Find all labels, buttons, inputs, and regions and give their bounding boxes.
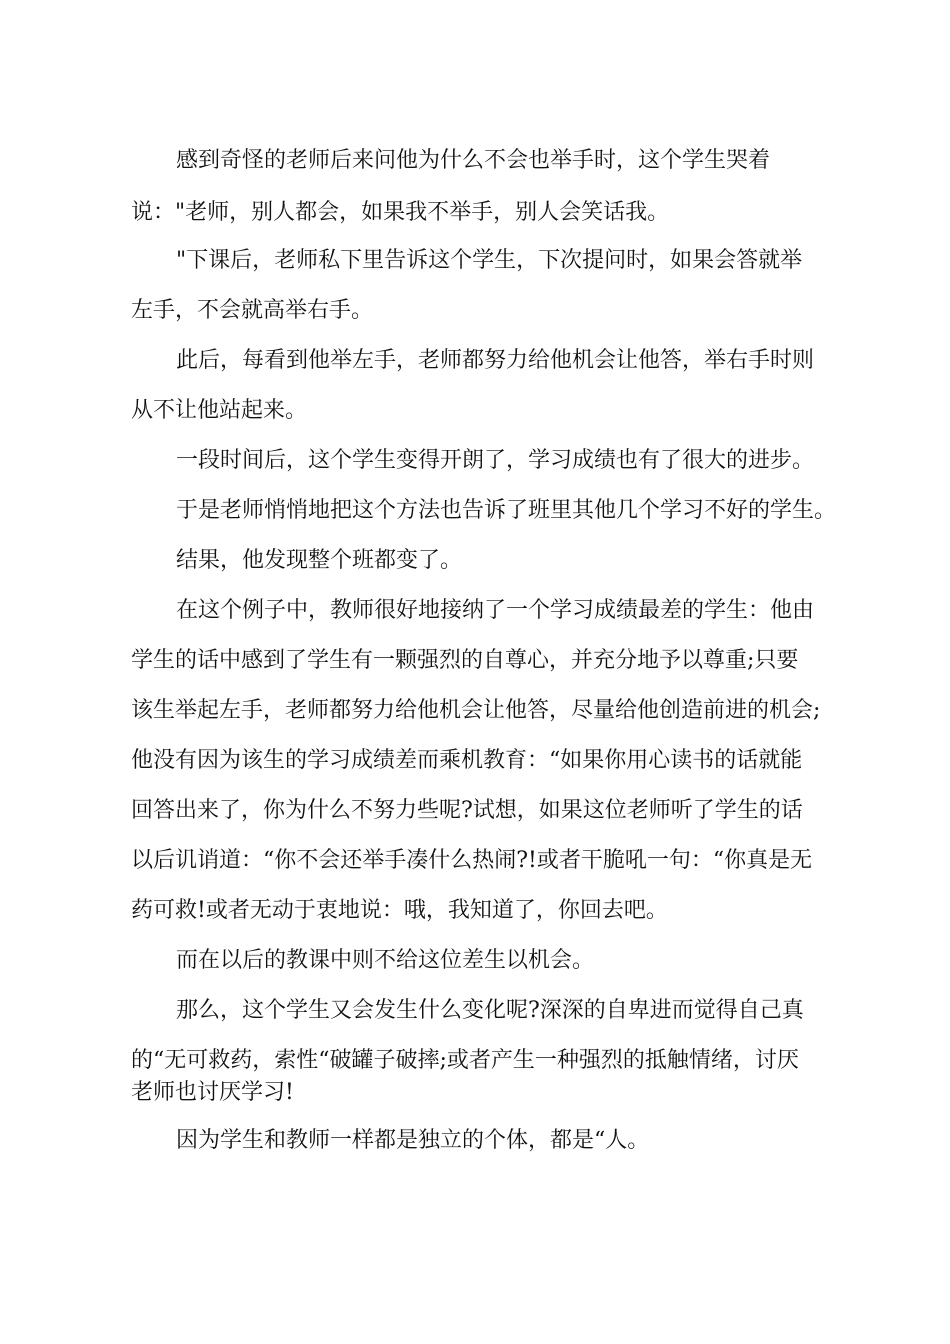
text-line: 该生举起左手，老师都努力给他机会让他答，尽量给他创造前进的机会; — [131, 698, 821, 723]
text-line: 感到奇怪的老师后来问他为什么不会也举手时，这个学生哭着 — [176, 148, 771, 173]
text-line: 左手，不会就高举右手。 — [131, 298, 374, 323]
text-line: 学生的话中感到了学生有一颗强烈的自尊心，并充分地予以尊重;只要 — [131, 648, 799, 673]
text-line: 药可救!或者无动于衷地说：哦，我知道了，你回去吧。 — [131, 898, 668, 923]
text-line: 那么，这个学生又会发生什么变化呢?深深的自卑进而觉得自己真 — [176, 998, 804, 1023]
text-line: 于是老师悄悄地把这个方法也告诉了班里其他几个学习不好的学生。 — [176, 498, 837, 523]
text-line: 老师也讨厌学习! — [131, 1080, 294, 1105]
text-line: 以后讥诮道：“你不会还举手凑什么热闹?!或者干脆吼一句：“你真是无 — [131, 848, 813, 873]
text-line: 他没有因为该生的学习成绩差而乘机教育：“如果你用心读书的话就能 — [131, 748, 803, 773]
text-line: 一段时间后，这个学生变得开朗了，学习成绩也有了很大的进步。 — [176, 448, 815, 473]
text-line: 回答出来了，你为什么不努力些呢?试想，如果这位老师听了学生的话 — [131, 798, 803, 823]
text-line: "下课后，老师私下里告诉这个学生，下次提问时，如果会答就举 — [176, 248, 803, 273]
text-line: 说："老师，别人都会，如果我不举手，别人会笑话我。 — [131, 200, 670, 225]
text-line: 因为学生和教师一样都是独立的个体，都是“人。 — [176, 1128, 650, 1153]
text-line: 在这个例子中，教师很好地接纳了一个学习成绩最差的学生：他由 — [176, 598, 815, 623]
text-line: 结果，他发现整个班都变了。 — [176, 548, 463, 573]
text-line: 从不让他站起来。 — [131, 398, 308, 423]
text-line: 的“无可救药，索性“破罐子破摔;或者产生一种强烈的抵触情绪，讨厌 — [131, 1048, 799, 1073]
text-line: 此后，每看到他举左手，老师都努力给他机会让他答，举右手时则 — [176, 348, 815, 373]
text-line: 而在以后的教课中则不给这位差生以机会。 — [176, 948, 595, 973]
